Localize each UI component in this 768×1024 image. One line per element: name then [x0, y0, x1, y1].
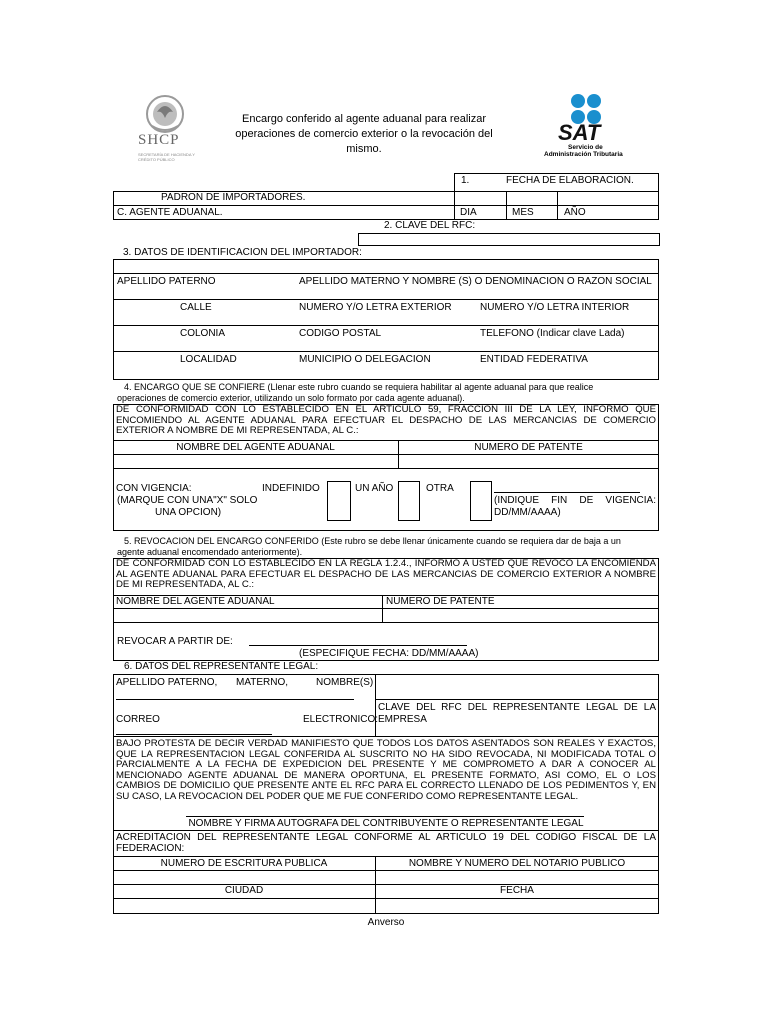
fecha-field[interactable]: [376, 899, 658, 913]
anio-label[interactable]: AÑO: [564, 207, 586, 218]
clave-rfc-field[interactable]: [358, 233, 660, 246]
shcp-logo: [130, 92, 200, 172]
shcp-logo-text: SHCP: [138, 132, 180, 148]
escritura-field[interactable]: [114, 871, 374, 883]
sec5-numero-patente-field[interactable]: [383, 609, 658, 621]
un-anio-checkbox[interactable]: [398, 481, 420, 521]
sec4-nombre-agente-field[interactable]: [114, 455, 397, 467]
ciudad-field[interactable]: [114, 899, 374, 913]
sat-subtitle-2: Administración Tributaria: [544, 151, 623, 158]
marque-label-2: UNA OPCION): [155, 507, 222, 518]
calle-label: CALLE: [180, 302, 212, 313]
revocar-label: REVOCAR A PARTIR DE:: [117, 636, 233, 647]
indefinido-label: INDEFINIDO: [262, 483, 320, 494]
fecha-label-bottom: FECHA: [500, 885, 534, 896]
sec5-numero-patente: NUMERO DE PATENTE: [386, 596, 495, 607]
cp-label: CODIGO POSTAL: [299, 328, 382, 339]
sec5-nombre-agente-field[interactable]: [114, 609, 381, 621]
sec4-paragraph: DE CONFORMIDAD CON LO ESTABLECIDO EN EL ARTICULO 59, FRACCION III DE LA LEY, INFORMO QUE ENCOMIENDO AL AGENTE ADUANAL PARA EFECTUAR EL DESPACHO DE LAS MERCANCIAS DE COMERCIO EXTERIOR A NOMBRE DE MI REPRESENTADA, AL C.:: [116, 404, 656, 437]
num-ext-label: NUMERO Y/O LETRA EXTERIOR: [299, 302, 452, 313]
rep-materno: MATERNO,: [236, 677, 289, 688]
sec5-heading-1: 5. REVOCACION DEL ENCARGO CONFERIDO (Este rubro se debe llenar únicamente cuando se requiera dar de baja a un: [124, 536, 621, 546]
anverso-label: Anverso: [367, 917, 405, 928]
indefinido-checkbox[interactable]: [327, 481, 351, 521]
padron-label: PADRON DE IMPORTADORES.: [161, 192, 306, 203]
sec5-paragraph: DE CONFORMIDAD CON LO ESTABLECIDO EN LA REGLA 1.2.4., INFORMO A USTED QUE REVOCO LA ENCOMIENDA AL AGENTE ADUANAL PARA EFECTUAR EL DESPACHO DE LAS MERCANCIAS DE COMERCIO EXTERIOR A NOMBRE DE MI REPRESENTADA, AL C.:: [116, 558, 656, 591]
sec5-heading-2: agente aduanal encomendado anteriormente).: [117, 547, 303, 557]
localidad-label: LOCALIDAD: [180, 354, 237, 365]
acreditacion-label: ACREDITACION DEL REPRESENTANTE LEGAL CONFORME AL ARTICULO 19 DEL CODIGO FISCAL DE LA FEDERACION:: [116, 832, 656, 854]
colonia-label: COLONIA: [180, 328, 226, 339]
clave-rfc-label: 2. CLAVE DEL RFC:: [384, 220, 476, 231]
fecha-num: 1.: [461, 175, 470, 186]
rep-electronico: ELECTRONICO:: [303, 714, 379, 725]
firma-line[interactable]: [186, 816, 584, 817]
ciudad-label: CIUDAD: [224, 885, 264, 896]
notario-label: NOMBRE Y NUMERO DEL NOTARIO PUBLICO: [408, 858, 626, 869]
rep-correo: CORREO: [116, 714, 160, 725]
rep-nombres: NOMBRE(S): [316, 677, 374, 688]
mes-label[interactable]: MES: [512, 207, 534, 218]
protesta-paragraph: BAJO PROTESTA DE DECIR VERDAD MANIFIESTO QUE TODOS LOS DATOS ASENTADOS SON REALES Y EXACTOS, QUE LA REPRESENTACION LEGAL CONFERIDA AL SUSCRITO NO HA SIDO REVOCADA, NI MODIFICADA TOTAL O PARCIALMENTE A LA FECHA DE EXPEDICION DEL PRESENTE Y ME COMPROMETO A DAR A CONOCER AL MENCIONADO AGENTE ADUANAL DE MANERA OPORTUNA, EL PRESENTE FORMATO, ASI COMO, EL O LOS CAMBIOS DE DOMICILIO QUE PRESENTE ANTE EL RFC PARA EL CORRECTO LLENADO DE LOS PEDIMENTOS Y, EN SU CASO, LA REVOCACION DEL PODER QUE ME FUE CONFERIDO COMO REPRESENTANTE LEGAL.: [116, 738, 656, 802]
telefono-label: TELEFONO (Indicar clave Lada): [480, 328, 625, 339]
con-vigencia-label: CON VIGENCIA:: [116, 483, 192, 494]
apellido-paterno-label: APELLIDO PATERNO: [117, 276, 216, 287]
firma-label: NOMBRE Y FIRMA AUTOGRAFA DEL CONTRIBUYENTE O REPRESENTANTE LEGAL: [188, 818, 584, 829]
fin-vigencia-line[interactable]: [494, 492, 640, 493]
sec4-nombre-agente: NOMBRE DEL AGENTE ADUANAL: [176, 442, 335, 453]
sec4-heading-1: 4. ENCARGO QUE SE CONFIERE (Llenar este rubro cuando se requiera habilitar al agente aduanal para que realice: [124, 382, 594, 392]
sat-logo: [538, 92, 638, 162]
rep-correo-line[interactable]: [116, 734, 272, 735]
num-int-label: NUMERO Y/O LETRA INTERIOR: [480, 302, 630, 313]
marque-label-1: (MARQUE CON UNA"X" SOLO: [117, 495, 258, 506]
sec3-heading: 3. DATOS DE IDENTIFICACION DEL IMPORTADOR:: [123, 247, 362, 258]
sat-logo-text: SAT: [558, 120, 601, 145]
sat-subtitle-1: Servicio de: [568, 144, 603, 151]
revocar-fecha-line[interactable]: [249, 645, 467, 646]
notario-field[interactable]: [376, 871, 658, 883]
indique-label: (INDIQUE FIN DE VIGENCIA: DD/MM/AAAA): [494, 495, 656, 518]
especifique-label: (ESPECIFIQUE FECHA: DD/MM/AAAA): [299, 648, 479, 659]
sec4-heading-2: operaciones de comercio exterior, utilizando un solo formato por cada agente aduanal).: [117, 393, 465, 403]
fecha-label: FECHA DE ELABORACION.: [506, 175, 634, 186]
sec4-numero-patente-field[interactable]: [399, 455, 658, 467]
dia-label[interactable]: DIA: [460, 207, 477, 218]
otra-checkbox[interactable]: [470, 481, 492, 521]
apellido-materno-label: APELLIDO MATERNO Y NOMBRE (S) O DENOMINACION O RAZON SOCIAL: [299, 276, 652, 287]
sec4-numero-patente: NUMERO DE PATENTE: [474, 442, 583, 453]
otra-label: OTRA: [426, 483, 454, 494]
agente-label: C. AGENTE ADUANAL.: [117, 207, 223, 218]
rep-apellido-paterno: APELLIDO PATERNO,: [116, 677, 218, 688]
un-anio-label: UN AÑO: [355, 483, 394, 494]
entidad-label: ENTIDAD FEDERATIVA: [480, 354, 588, 365]
sec5-nombre-agente: NOMBRE DEL AGENTE ADUANAL: [116, 596, 275, 607]
form-title: Encargo conferido al agente aduanal para realizar operaciones de comercio exterior o la revocación del mismo.: [235, 113, 493, 155]
escritura-label: NUMERO DE ESCRITURA PUBLICA: [160, 858, 328, 869]
rep-nombre-line[interactable]: [116, 699, 354, 700]
municipio-label: MUNICIPIO O DELEGACION: [299, 354, 431, 365]
sec6-heading: 6. DATOS DEL REPRESENTANTE LEGAL:: [124, 661, 319, 672]
rep-clave-rfc: CLAVE DEL RFC DEL REPRESENTANTE LEGAL DE LA EMPRESA: [378, 702, 656, 725]
shcp-logo-subtext: SECRETARÍA DE HACIENDA Y CRÉDITO PÚBLICO: [138, 152, 195, 162]
